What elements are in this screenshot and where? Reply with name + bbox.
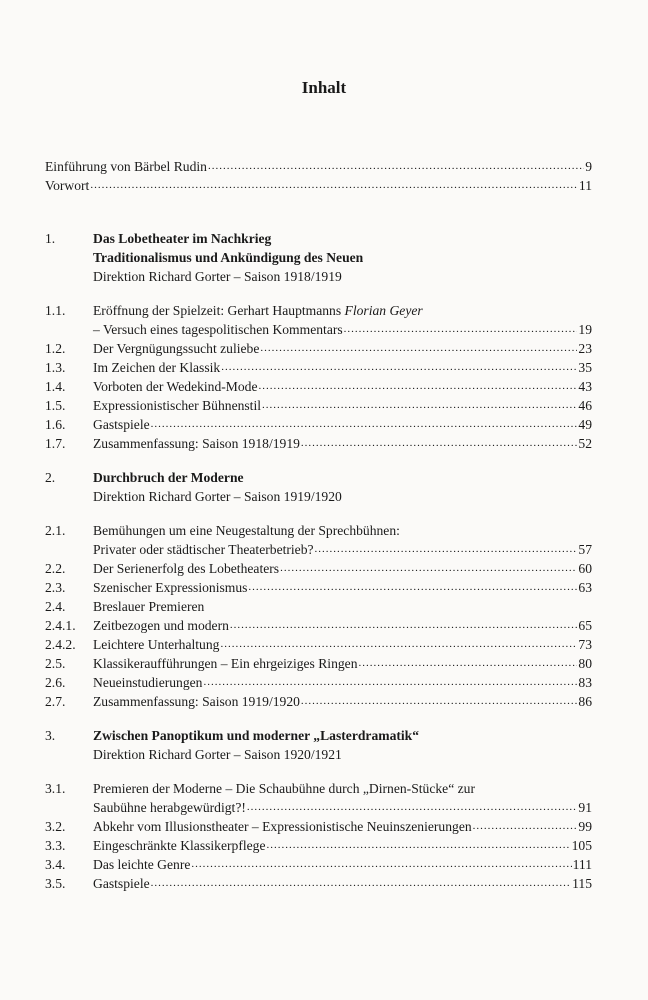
toc-entry-number: 2. <box>45 470 56 485</box>
dot-leader <box>301 434 577 453</box>
toc-entry-number: 1.5. <box>45 398 66 413</box>
dot-leader <box>221 358 577 377</box>
toc-entry-title: Traditionalismus und Ankündigung des Neuen <box>93 250 364 265</box>
toc-entry <box>0 157 648 176</box>
dot-leader <box>473 817 578 836</box>
toc-entry-title: Das leichte Genre <box>93 857 191 872</box>
toc-entry-title: Der Serienerfolg des Lobetheaters <box>93 561 280 576</box>
toc-entry-page: 23 <box>578 341 592 356</box>
toc-entry-page: 111 <box>572 857 592 872</box>
toc-entry-page: 86 <box>578 694 592 709</box>
toc-entry-title: Privater oder städtischer Theaterbetrieb? <box>93 542 314 557</box>
toc-entry-page: 73 <box>578 637 592 652</box>
toc-entry-title: Zusammenfassung: Saison 1918/1919 <box>93 436 300 451</box>
toc-entry-number: 1.4. <box>45 379 66 394</box>
toc-entry-number: 1.2. <box>45 341 66 356</box>
dot-leader <box>267 836 571 855</box>
toc-entry-title: Expressionistischer Bühnenstil <box>93 398 262 413</box>
toc-entry <box>0 377 648 396</box>
toc-entry <box>0 635 648 654</box>
toc-entry <box>0 836 648 855</box>
toc-entry-page: 115 <box>572 876 592 891</box>
toc-entry-title: Breslauer Premieren <box>93 599 205 614</box>
toc-entry-number: 3.5. <box>45 876 66 891</box>
dot-leader <box>220 635 577 654</box>
toc-entry <box>0 673 648 692</box>
toc-entry-page: 80 <box>578 656 592 671</box>
toc-entry-number: 1.1. <box>45 303 66 318</box>
dot-leader <box>259 377 578 396</box>
toc-entry-number: 1.3. <box>45 360 66 375</box>
dot-leader <box>203 673 577 692</box>
toc-entry <box>0 487 648 506</box>
toc-entry-number: 1.7. <box>45 436 66 451</box>
toc-entry-page: 11 <box>578 178 592 193</box>
toc-entry-number: 1. <box>45 231 56 246</box>
toc-entry <box>0 817 648 836</box>
toc-entry-number: 3.2. <box>45 819 66 834</box>
toc-entry-page: 19 <box>578 322 592 337</box>
toc-entry-title: Vorwort <box>45 178 90 193</box>
toc-entry <box>0 176 648 195</box>
toc-entry-page: 49 <box>578 417 592 432</box>
toc-entry-title: Durchbruch der Moderne <box>93 470 244 485</box>
toc-entry-number: 2.7. <box>45 694 66 709</box>
dot-leader <box>151 874 571 893</box>
toc-entry-title: Direktion Richard Gorter – Saison 1919/1920 <box>93 489 342 504</box>
dot-leader <box>90 176 578 195</box>
toc-entry <box>0 434 648 453</box>
dot-leader <box>191 855 571 874</box>
dot-leader <box>247 798 578 817</box>
dot-leader <box>344 320 578 339</box>
toc-entry-title: Zeitbezogen und modern <box>93 618 229 633</box>
toc-entry-page: 63 <box>578 580 592 595</box>
toc-entry <box>0 396 648 415</box>
toc-entry-title: Abkehr vom Illusionstheater – Expressionistische Neuinszenierungen <box>93 819 472 834</box>
toc-entry-number: 2.3. <box>45 580 66 595</box>
toc-entry <box>0 855 648 874</box>
page-title: Inhalt <box>301 78 347 97</box>
toc-entry-number: 3.3. <box>45 838 66 853</box>
dot-leader <box>262 396 577 415</box>
toc-entry <box>0 358 648 377</box>
toc-entry-page: 46 <box>578 398 592 413</box>
toc-entry <box>0 559 648 578</box>
toc-entry-title: – Versuch eines tagespolitischen Kommentars <box>93 322 343 337</box>
toc-entry-page: 83 <box>578 675 592 690</box>
toc-entry-number: 2.1. <box>45 523 66 538</box>
toc-entry-number: 2.4.1. <box>45 618 76 633</box>
toc-entry-title: Eröffnung der Spielzeit: Gerhart Hauptmanns Florian Geyer <box>93 303 423 318</box>
toc-entry-title: Im Zeichen der Klassik <box>93 360 221 375</box>
toc-entry-number: 2.5. <box>45 656 66 671</box>
toc-entry <box>0 339 648 358</box>
toc-entry-title: Eingeschränkte Klassikerpflege <box>93 838 266 853</box>
toc-entry-number: 1.6. <box>45 417 66 432</box>
toc-entry-page: 105 <box>571 838 592 853</box>
toc-entry-title: Gastspiele <box>93 417 150 432</box>
toc-entry <box>0 320 648 339</box>
toc-entry <box>0 248 648 267</box>
toc-entry <box>0 745 648 764</box>
dot-leader <box>151 415 578 434</box>
toc-entry <box>0 229 648 248</box>
toc-entry <box>0 654 648 673</box>
toc-entry <box>0 415 648 434</box>
toc-entry <box>0 726 648 745</box>
toc-entry <box>0 468 648 487</box>
toc-entry <box>0 267 648 286</box>
toc-entry <box>0 692 648 711</box>
toc-entry-title: Einführung von Bärbel Rudin <box>45 159 207 174</box>
toc-entry-title: Leichtere Unterhaltung <box>93 637 220 652</box>
toc-entry-title: Klassikeraufführungen – Ein ehrgeiziges Ringen <box>93 656 358 671</box>
toc-entry-number: 3.1. <box>45 781 66 796</box>
toc-entry-title: Zusammenfassung: Saison 1919/1920 <box>93 694 300 709</box>
toc-entry <box>0 301 648 320</box>
toc-entry-title: Das Lobetheater im Nachkrieg <box>93 231 272 246</box>
toc-entry-number: 2.2. <box>45 561 66 576</box>
toc-entry-title: Bemühungen um eine Neugestaltung der Sprechbühnen: <box>93 523 400 538</box>
toc-entry-page: 65 <box>578 618 592 633</box>
toc-entry-page: 9 <box>585 159 592 174</box>
toc-entry-number: 3. <box>45 728 56 743</box>
toc-entry-title: Premieren der Moderne – Die Schaubühne durch „Dirnen-Stücke“ zur <box>93 781 475 796</box>
toc-entry-page: 60 <box>578 561 592 576</box>
toc-entry-number: 3.4. <box>45 857 66 872</box>
toc-entry-title: Saubühne herabgewürdigt?! <box>93 800 246 815</box>
toc-entry-page: 91 <box>578 800 592 815</box>
toc-entry-page: 52 <box>578 436 592 451</box>
toc-entry-title: Der Vergnügungssucht zuliebe <box>93 341 260 356</box>
toc-entry <box>0 874 648 893</box>
toc-entry <box>0 540 648 559</box>
toc-entry-page: 43 <box>578 379 592 394</box>
toc-entry <box>0 616 648 635</box>
dot-leader <box>230 616 578 635</box>
toc-entry-title: Direktion Richard Gorter – Saison 1918/1919 <box>93 269 342 284</box>
dot-leader <box>359 654 578 673</box>
dot-leader <box>248 578 577 597</box>
toc-entry-title: Neueinstudierungen <box>93 675 203 690</box>
toc-entry-page: 35 <box>578 360 592 375</box>
toc-entry-title: Direktion Richard Gorter – Saison 1920/1921 <box>93 747 342 762</box>
toc-entry <box>0 798 648 817</box>
dot-leader <box>280 559 577 578</box>
dot-leader <box>260 339 577 358</box>
toc-entry-italic-title: Florian Geyer <box>344 303 423 318</box>
toc-entry <box>0 779 648 798</box>
toc-entry-title: Gastspiele <box>93 876 150 891</box>
toc-entry <box>0 597 648 616</box>
toc-entry-title: Vorboten der Wedekind-Mode <box>93 379 258 394</box>
toc-entry-number: 2.4. <box>45 599 66 614</box>
toc-entry-page: 57 <box>578 542 592 557</box>
toc-entry-page: 99 <box>578 819 592 834</box>
toc-entry-title: Szenischer Expressionismus <box>93 580 248 595</box>
toc-entry-title: Zwischen Panoptikum und moderner „Lasterdramatik“ <box>93 728 420 743</box>
toc-entry <box>0 521 648 540</box>
toc-entry-number: 2.4.2. <box>45 637 76 652</box>
dot-leader <box>315 540 578 559</box>
dot-leader <box>208 157 584 176</box>
toc-entry <box>0 578 648 597</box>
dot-leader <box>301 692 577 711</box>
toc-entry-number: 2.6. <box>45 675 66 690</box>
